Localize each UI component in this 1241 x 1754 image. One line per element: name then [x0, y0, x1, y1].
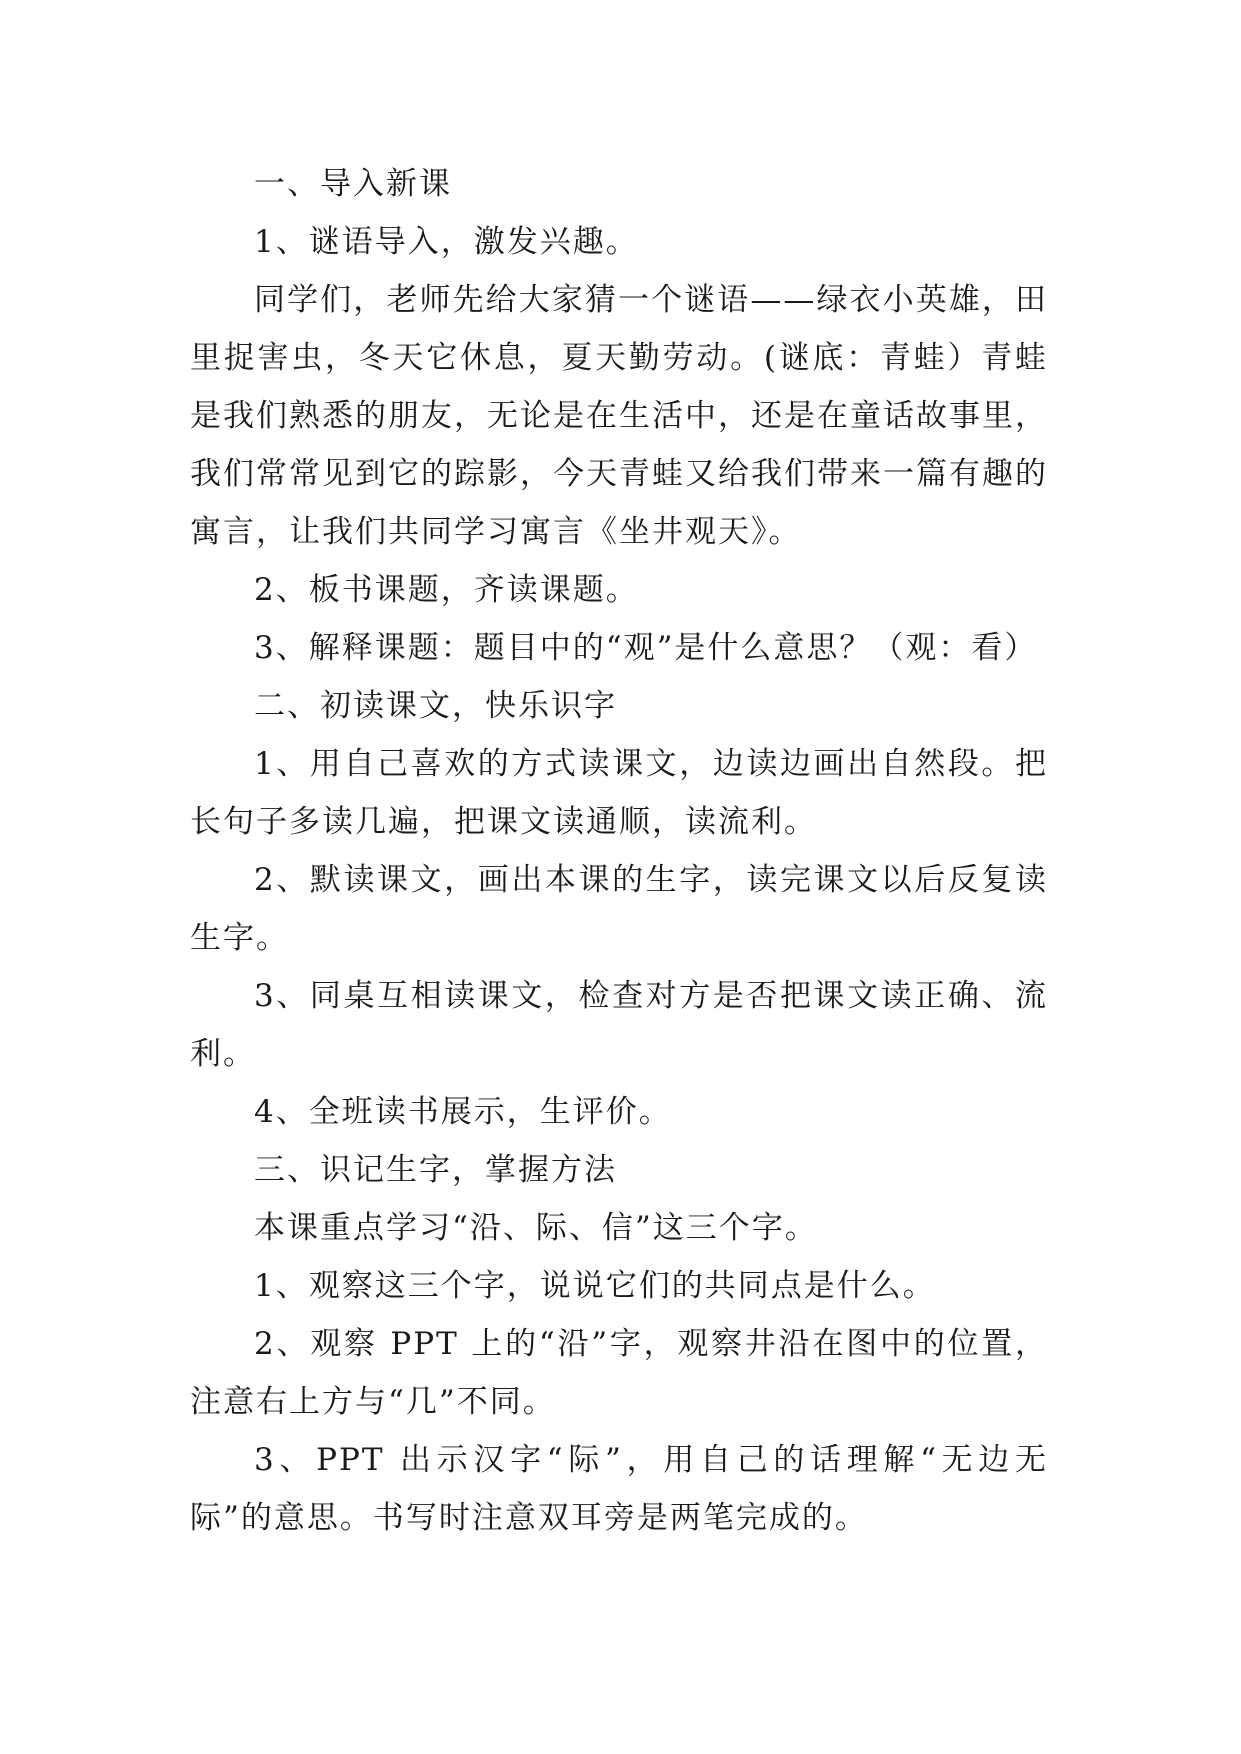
step-silent-reading: 2、默读课文，画出本课的生字，读完课文以后反复读生字。	[190, 862, 1048, 956]
step-explain-title: 3、解释课题：题目中的“观”是什么意思？（观：看）	[254, 630, 1038, 666]
step-riddle-intro: 1、谜语导入，激发兴趣。	[254, 224, 639, 260]
step-peer-reading: 3、同桌互相读课文，检查对方是否把课文读正确、流利。	[190, 978, 1048, 1072]
heading-intro: 一、导入新课	[254, 166, 452, 202]
paragraph-riddle: 同学们，老师先给大家猜一个谜语——绿衣小英雄，田里捉害虫，冬天它休息，夏天勤劳动。(谜底：青蛙）青蛙是我们熟悉的朋友，无论是在生活中，还是在童话故事里，我们常常见到它的踪影，今天青蛙又给我们带来一篇有趣的寓言，让我们共同学习寓言《坐井观天》。	[190, 282, 1048, 550]
step-read-own-way: 1、用自己喜欢的方式读课文，边读边画出自然段。把长句子多读几遍，把课文读通顺，读流利。	[190, 746, 1048, 840]
step-observe-characters: 1、观察这三个字，说说它们的共同点是什么。	[254, 1268, 936, 1304]
heading-first-reading: 二、初读课文，快乐识字	[254, 688, 617, 724]
paragraph-key-characters: 本课重点学习“沿、际、信”这三个字。	[254, 1210, 818, 1246]
step-observe-yan: 2、观察 PPT 上的“沿”字，观察井沿在图中的位置，注意右上方与“几”不同。	[190, 1326, 1048, 1420]
heading-characters: 三、识记生字，掌握方法	[254, 1152, 617, 1188]
step-show-ji: 3、PPT 出示汉字“际”，用自己的话理解“无边无际”的意思。书写时注意双耳旁是两笔完成的。	[190, 1442, 1048, 1536]
step-class-reading: 4、全班读书展示，生评价。	[254, 1094, 672, 1130]
step-board-title: 2、板书课题，齐读课题。	[254, 572, 639, 608]
document-body	[190, 155, 1048, 1547]
